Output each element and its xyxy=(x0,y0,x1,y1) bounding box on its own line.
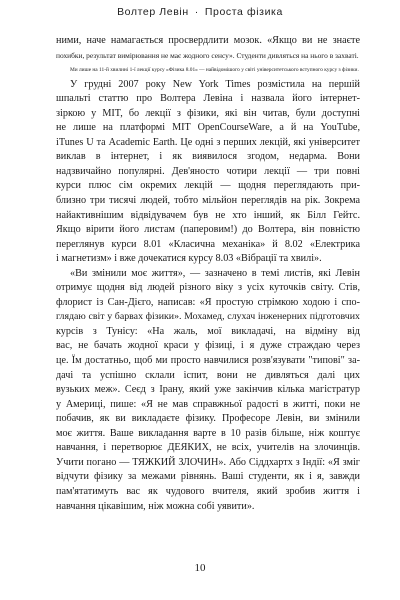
text-line: зіркою у MIT, бо лекції з фізики, які він читав, були доступні xyxy=(56,107,360,119)
text-line: ними, наче намагається просвердлити мозок. «Якщо ви не знаєте xyxy=(56,35,360,46)
text-line: глядаю світ у барвах фізики». Мохамед, слухач інженерних підготовчих xyxy=(56,311,360,323)
text-line: близно три тисячі людей, тобто мільйон переглядів на рік. Зокрема xyxy=(56,195,360,207)
text-line: дачі та успішно склали іспит, вони не дивляться далі цих xyxy=(56,369,360,381)
body-text xyxy=(56,34,360,514)
header-book-title: Проста фізика xyxy=(204,6,283,18)
text-line: це. Їм достатньо, щоб ми просто навчилися розв'язувати "типові" за- xyxy=(56,355,360,367)
text-line: побачив, як ви викладаєте фізику. Професоре Левін, ви змінили xyxy=(56,413,360,425)
text-line: iTunes U та Academic Earth. Це одні з перших лекцій, які університет xyxy=(56,136,360,148)
text-line: вузьких меж». Сеєд з Ірану, який уже закінчив кілька магістратур xyxy=(56,384,360,396)
text-line: Учити погано — ТЯЖКИЙ ЗЛОЧИН». Або Сіддхартх з Індії: «Я зміг xyxy=(56,456,360,468)
text-line: курси плюс сім окремих лекцій — щодня переглядають при- xyxy=(56,180,360,192)
text-line: Якщо вірити його листам (паперовим!) до Волтера, він повністю xyxy=(56,224,360,236)
text-line: і магнетизм» і вже дочекатися курсу 8.03 «Вібрації та хвилі». xyxy=(56,253,322,265)
text-line: У грудні 2007 року New York Times розмістила на першій xyxy=(70,78,360,90)
text-line: у Америці, пише: «Я не мав справжньої радості в житті, поки не xyxy=(56,398,360,410)
text-line: «Ви змінили моє життя», — зазначено в темі листів, які Левін xyxy=(70,267,360,279)
text-line: переглянув курси 8.01 «Класична механіка» й 8.02 «Електрика xyxy=(56,238,360,250)
header-separator: · xyxy=(194,6,199,18)
text-line: пам'ятатимуть вас як чудового вчителя, який зробив життя і xyxy=(56,485,360,497)
text-line: не лише на платформі MIT OpenCourseWare, а й на YouTube, xyxy=(56,122,360,134)
text-line: похибки, результат вимірювання не має жодного сенсу». Студенти дивляться на нього в захваті. xyxy=(56,50,359,60)
text-line: флорист із Сан-Дієго, написав: «Я простую стрімкою ходою і спо- xyxy=(56,296,360,308)
text-line: надзвичайно популярні. Дев'яносто чотири лекції — три повні xyxy=(56,165,360,177)
text-line: Ми лише на 11-й хвилині 1-ї лекції курсу «Фізика 8.01» — найвідомішого у світі університетського вступного курсу з фізики. xyxy=(70,67,359,74)
text-line: моє життя. Ваше викладання варте в 10 разів більше, ніж коштує xyxy=(56,427,360,439)
header-author: Волтер Левін xyxy=(117,6,189,18)
text-line: курсів з Тунісу: «На жаль, мої викладачі, на відміну від xyxy=(56,325,360,337)
text-line: вас, не бачать жодної краси у фізиці, і я дуже страждаю через xyxy=(56,340,360,352)
text-line: найактивнішим відвідувачем був не хто інший, як Білл Гейтс. xyxy=(56,209,360,221)
text-line: навчання цікавішим, ніж можна собі уявити». xyxy=(56,500,255,512)
text-line: навчання, і перетворює ДЕЯКИХ, не всіх, учителів на злочинців. xyxy=(56,442,360,454)
running-header xyxy=(0,6,400,18)
page-number: 10 xyxy=(194,562,206,574)
text-line: відчути фізику за межами рівнянь. Ваші студенти, як і я, завжди xyxy=(56,471,360,483)
text-line: шпальті статтю про Волтера Левіна і назвала його інтернет- xyxy=(56,93,360,105)
text-line: отримує щодня від людей різного віку з усіх куточків світу. Стів, xyxy=(56,282,360,294)
text-line: виклав в інтернет, і як виявилося згодом, недарма. Вони xyxy=(56,151,360,163)
